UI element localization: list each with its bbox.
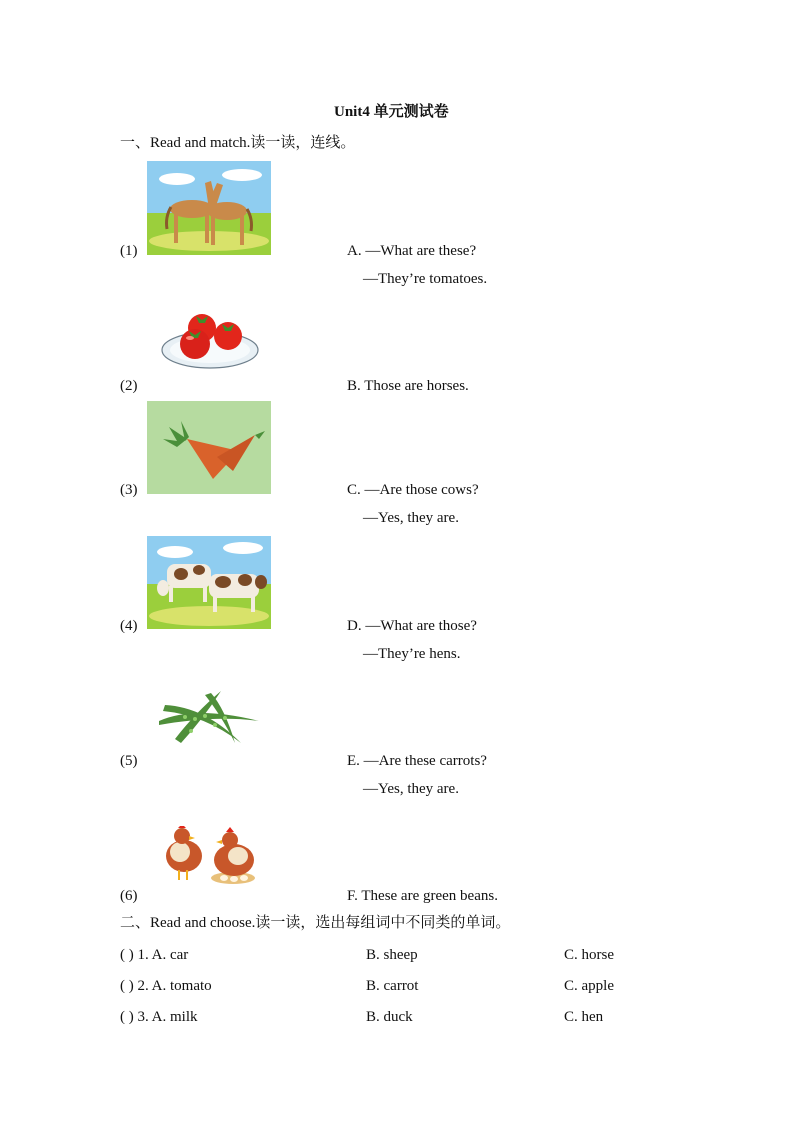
item-number: (3) [120, 482, 138, 498]
match-sentence-d: D. —What are those? [347, 618, 477, 634]
green-beans-picture [155, 685, 263, 751]
question-row: ( ) 2. A. tomato [120, 978, 212, 994]
match-sentence-a-reply: —They’re tomatoes. [363, 271, 488, 287]
item-number: (6) [120, 888, 138, 904]
section1-heading: 一、Read and match.读一读，连线。 [120, 135, 356, 151]
item-number: (2) [120, 378, 138, 394]
cows-picture [147, 536, 271, 629]
option-b: B. sheep [366, 947, 418, 963]
match-sentence-e-reply: —Yes, they are. [363, 781, 459, 797]
match-sentence-c: C. —Are those cows? [347, 482, 479, 498]
option-c: C. horse [564, 947, 614, 963]
match-sentence-b: B. Those are horses. [347, 378, 469, 394]
item-number: (4) [120, 618, 138, 634]
option-b: B. carrot [366, 978, 419, 994]
hens-picture [158, 826, 260, 886]
horses-picture [147, 161, 271, 255]
match-sentence-e: E. —Are these carrots? [347, 753, 487, 769]
question-row: ( ) 3. A. milk [120, 1009, 198, 1025]
match-sentence-f: F. These are green beans. [347, 888, 498, 904]
page-title: Unit4 单元测试卷 [334, 104, 449, 120]
option-c: C. hen [564, 1009, 604, 1025]
item-number: (5) [120, 753, 138, 769]
match-sentence-a: A. —What are these? [347, 243, 477, 259]
match-sentence-d-reply: —They’re hens. [363, 646, 461, 662]
section2-heading: 二、Read and choose.读一读，选出每组词中不同类的单词。 [120, 915, 511, 931]
item-number: (1) [120, 243, 138, 259]
match-sentence-c-reply: —Yes, they are. [363, 510, 459, 526]
carrots-picture [147, 401, 271, 494]
question-row: ( ) 1. A. car [120, 947, 189, 963]
option-b: B. duck [366, 1009, 413, 1025]
option-c: C. apple [564, 978, 614, 994]
tomatoes-picture [160, 308, 260, 372]
